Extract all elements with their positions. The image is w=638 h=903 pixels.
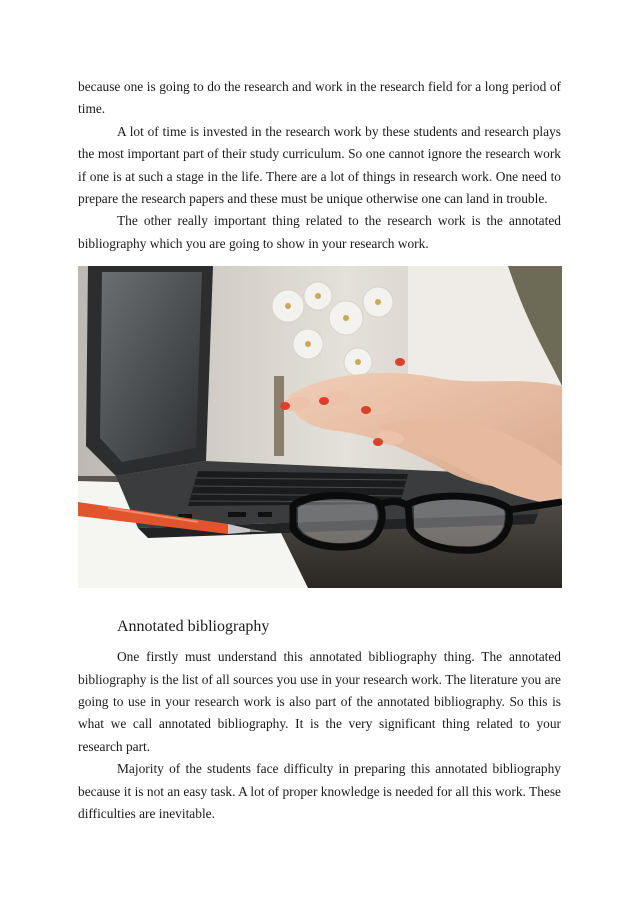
paragraph: A lot of time is invested in the research work by these students and research plays the most important part of their study curriculum. So one cannot ignore the research work if one is at such a stage in the life. There are a lot of things in research work. One need to prepare the research papers and these must be unique otherwise one can land in trouble. (78, 123, 561, 207)
paragraph: One firstly must understand this annotated bibliography thing. The annotated bibliography is the list of all sources you use in your research work. The literature you are going to use in your research work is also part of the annotated bibliography. So this is what we call annotated bibliography. It is the very significant thing related to your research part. (78, 649, 561, 754)
paragraph: because one is going to do the research and work in the research field for a long period of time. (78, 79, 561, 117)
document-page (78, 76, 561, 826)
photo-illustration (78, 266, 562, 588)
paragraph: Majority of the students face difficulty in preparing this annotated bibliography because it is not an easy task. A lot of proper knowledge is needed for all this work. These difficulties are inevitable. (78, 761, 561, 822)
section-body (78, 646, 561, 825)
laptop-photo (78, 266, 562, 588)
section-heading: Annotated bibliography (117, 618, 270, 636)
paragraph: The other really important thing related to the research work is the annotated bibliography which you are going to show in your research work. (78, 213, 561, 251)
